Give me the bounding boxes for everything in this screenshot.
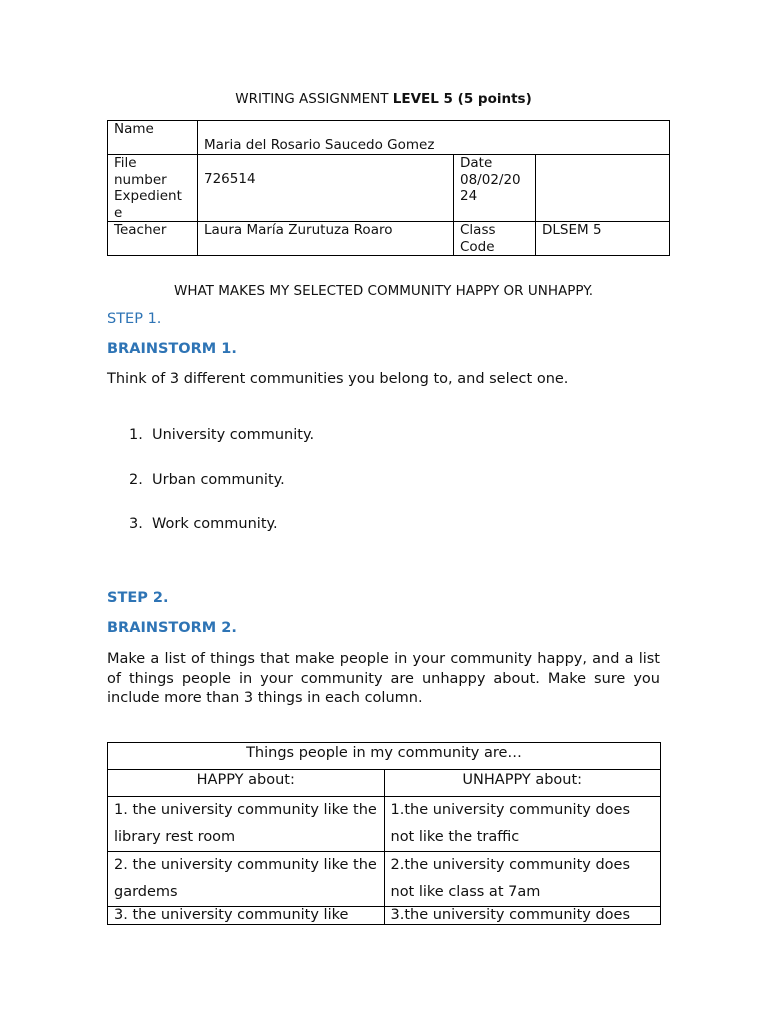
table-row xyxy=(108,797,661,852)
section-subtitle: WHAT MAKES MY SELECTED COMMUNITY HAPPY OR UNHAPPY. xyxy=(173,283,594,299)
happy-cell: 2. the university community like the gardems xyxy=(108,852,385,907)
happy-unhappy-table xyxy=(107,742,661,925)
file-number-value: 726514 xyxy=(204,171,256,187)
name-value: Maria del Rosario Saucedo Gomez xyxy=(204,137,435,153)
class-code-value: DLSEM 5 xyxy=(536,222,670,256)
list-item xyxy=(129,472,285,488)
student-info-table xyxy=(107,120,670,256)
date-label: Date 08/02/20 24 xyxy=(454,155,536,222)
date-value xyxy=(536,155,670,222)
list-text: Work community. xyxy=(152,516,278,532)
brainstorm-2-instruction: Make a list of things that make people in your community happy, and a list of things people in your community are unhappy about. Make sure you include more than 3 things in each column. xyxy=(107,651,660,706)
brainstorm-1-instruction: Think of 3 different communities you belong to, and select one. xyxy=(107,371,569,387)
list-text: University community. xyxy=(152,427,315,443)
step-2-heading: STEP 2. xyxy=(107,590,169,606)
list-item xyxy=(129,516,278,532)
name-label: Name xyxy=(108,121,198,155)
list-number: 1. xyxy=(129,427,143,443)
table-row xyxy=(108,907,661,925)
happy-header: HAPPY about: xyxy=(108,770,385,797)
brainstorm-1-heading: BRAINSTORM 1. xyxy=(107,341,237,357)
name-cell xyxy=(198,121,670,155)
happy-cell: 3. the university community like xyxy=(108,907,385,925)
list-number: 3. xyxy=(129,516,143,532)
file-number-label: File number Expedient e xyxy=(108,155,198,222)
table-row xyxy=(108,852,661,907)
title-prefix: WRITING ASSIGNMENT xyxy=(235,91,393,107)
unhappy-cell: 2.the university community does not like class at 7am xyxy=(384,852,661,907)
step-1-heading: STEP 1. xyxy=(107,311,162,327)
class-code-label: Class Code xyxy=(454,222,536,256)
assignment-title xyxy=(107,91,660,107)
file-number-cell xyxy=(198,155,454,222)
unhappy-header: UNHAPPY about: xyxy=(384,770,661,797)
list-number: 2. xyxy=(129,472,143,488)
title-level: LEVEL 5 (5 points) xyxy=(392,91,532,107)
list-item xyxy=(129,427,314,443)
list-text: Urban community. xyxy=(152,472,285,488)
unhappy-cell: 3.the university community does xyxy=(384,907,661,925)
teacher-value: Laura María Zurutuza Roaro xyxy=(198,222,454,256)
brainstorm-2-heading: BRAINSTORM 2. xyxy=(107,620,237,636)
teacher-label: Teacher xyxy=(108,222,198,256)
happy-cell: 1. the university community like the library rest room xyxy=(108,797,385,852)
unhappy-cell: 1.the university community does not like the traffic xyxy=(384,797,661,852)
table-caption: Things people in my community are… xyxy=(108,743,661,770)
